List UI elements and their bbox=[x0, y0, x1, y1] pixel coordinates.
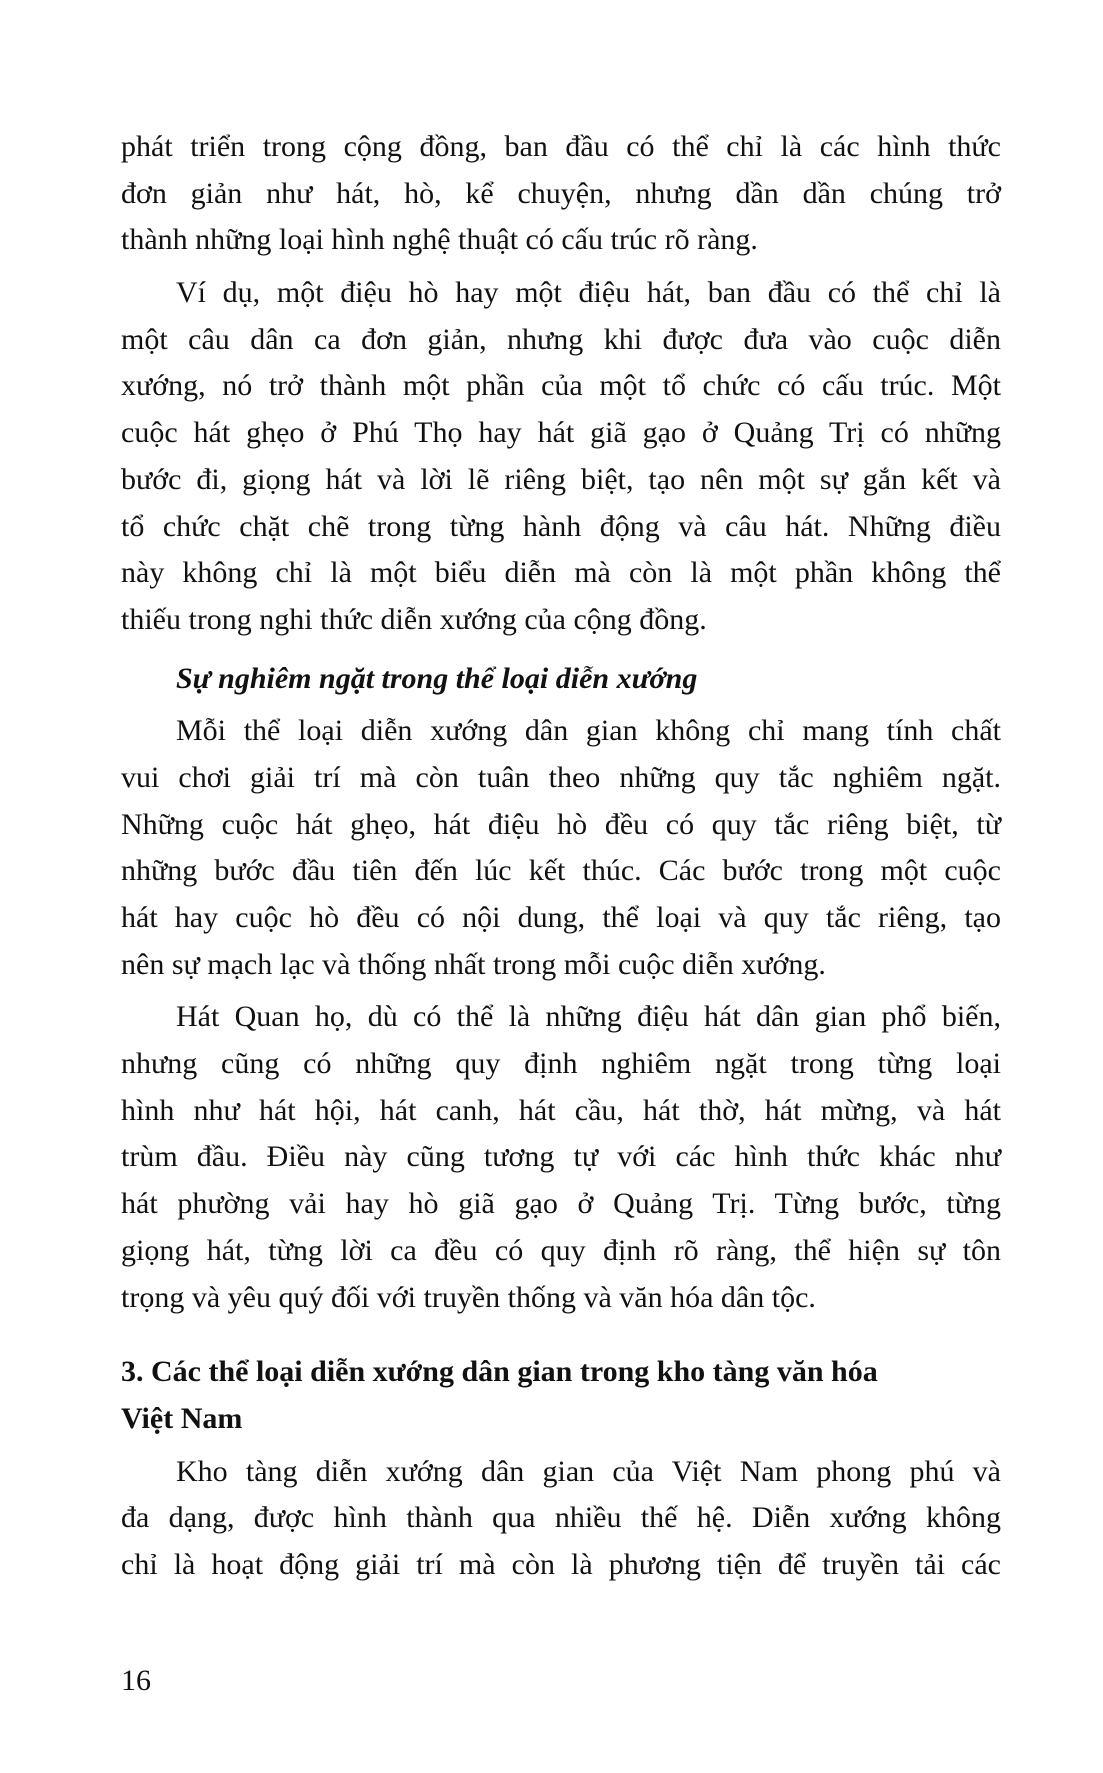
text-line: Sự nghiêm ngặt trong thể loại diễn xướng bbox=[176, 661, 698, 695]
section-heading bbox=[121, 1349, 1001, 1442]
text-line: thành những loại hình nghệ thuật có cấu trúc rõ ràng. bbox=[121, 223, 758, 257]
page-body bbox=[121, 124, 1001, 1589]
text-line: Mỗi thể loại diễn xướng dân gian không chỉ mang tính chất bbox=[176, 714, 1001, 748]
text-line: nhưng cũng có những quy định nghiêm ngặt trong từng loại bbox=[121, 1047, 1001, 1081]
paragraph bbox=[121, 994, 1001, 1321]
text-line: này không chỉ là một biểu diễn mà còn là một phần không thể bbox=[121, 556, 1001, 590]
text-line: bước đi, giọng hát và lời lẽ riêng biệt, tạo nên một sự gắn kết và bbox=[121, 462, 1001, 496]
text-line: Những cuộc hát ghẹo, hát điệu hò đều có quy tắc riêng biệt, từ bbox=[121, 807, 1001, 841]
text-line: đa dạng, được hình thành qua nhiều thế hệ. Diễn xướng không bbox=[121, 1501, 1001, 1535]
text-line: một câu dân ca đơn giản, nhưng khi được đưa vào cuộc diễn bbox=[121, 322, 1001, 356]
subheading bbox=[121, 656, 1001, 703]
text-line: Kho tàng diễn xướng dân gian của Việt Nam phong phú và bbox=[176, 1454, 1001, 1488]
text-line: đơn giản như hát, hò, kể chuyện, nhưng dần dần chúng trở bbox=[121, 176, 1001, 210]
text-line: hát phường vải hay hò giã gạo ở Quảng Trị. Từng bước, từng bbox=[121, 1187, 1001, 1221]
text-line: 3. Các thể loại diễn xướng dân gian trong kho tàng văn hóa bbox=[121, 1355, 878, 1389]
page-number: 16 bbox=[121, 1664, 151, 1697]
text-line: những bước đầu tiên đến lúc kết thúc. Các bước trong một cuộc bbox=[121, 854, 1001, 888]
paragraph bbox=[121, 124, 1001, 264]
text-line: trùm đầu. Điều này cũng tương tự với các hình thức khác như bbox=[121, 1140, 1001, 1174]
text-line: Việt Nam bbox=[121, 1401, 243, 1435]
text-line: giọng hát, từng lời ca đều có quy định rõ ràng, thể hiện sự tôn bbox=[121, 1233, 1001, 1267]
text-line: Ví dụ, một điệu hò hay một điệu hát, ban đầu có thể chỉ là bbox=[176, 276, 1001, 310]
paragraph bbox=[121, 270, 1001, 644]
text-line: hình như hát hội, hát canh, hát cầu, hát thờ, hát mừng, và hát bbox=[121, 1093, 1001, 1127]
text-line: phát triển trong cộng đồng, ban đầu có thể chỉ là các hình thức bbox=[121, 130, 1001, 163]
text-line: thiếu trong nghi thức diễn xướng của cộng đồng. bbox=[121, 602, 707, 636]
text-line: chỉ là hoạt động giải trí mà còn là phương tiện để truyền tải các bbox=[121, 1547, 1001, 1581]
text-line: nên sự mạch lạc và thống nhất trong mỗi cuộc diễn xướng. bbox=[121, 947, 826, 981]
paragraph bbox=[121, 708, 1001, 988]
text-line: cuộc hát ghẹo ở Phú Thọ hay hát giã gạo ở Quảng Trị có những bbox=[121, 416, 1001, 450]
text-line: tổ chức chặt chẽ trong từng hành động và câu hát. Những điều bbox=[121, 509, 1001, 543]
text-line: hát hay cuộc hò đều có nội dung, thể loại và quy tắc riêng, tạo bbox=[121, 901, 1001, 934]
paragraph bbox=[121, 1449, 1001, 1589]
text-line: Hát Quan họ, dù có thể là những điệu hát dân gian phổ biến, bbox=[176, 1000, 1001, 1034]
text-line: vui chơi giải trí mà còn tuân theo những quy tắc nghiêm ngặt. bbox=[121, 760, 1001, 794]
text-line: trọng và yêu quý đối với truyền thống và văn hóa dân tộc. bbox=[121, 1280, 816, 1314]
text-line: xướng, nó trở thành một phần của một tổ chức có cấu trúc. Một bbox=[121, 369, 1001, 403]
